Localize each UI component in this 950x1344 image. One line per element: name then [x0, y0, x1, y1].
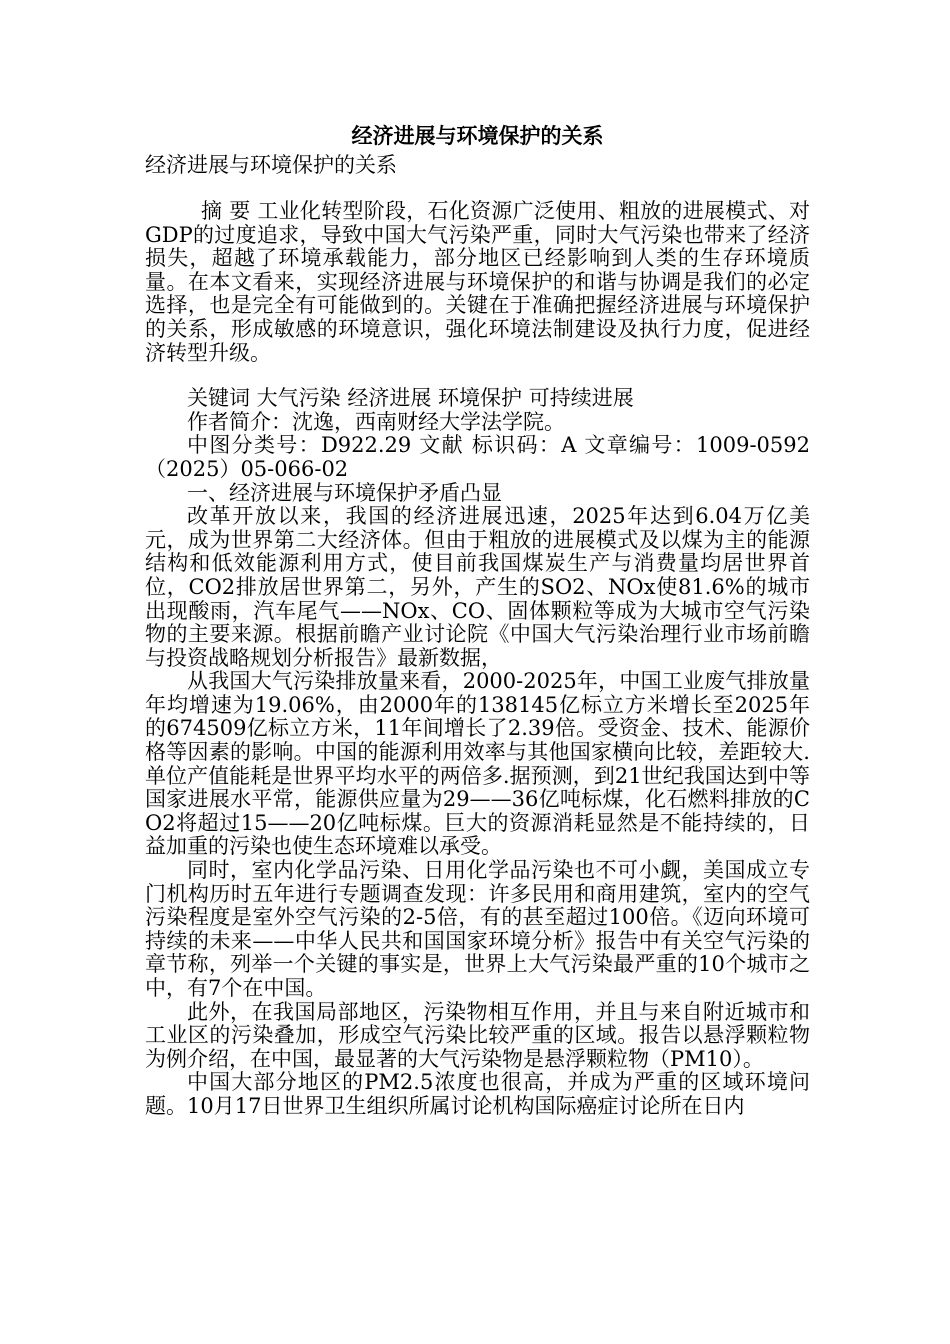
- document-title: 经济进展与环境保护的关系: [351, 123, 604, 148]
- body-paragraph: 同时，室内化学品污染、日用化学品污染也不可小觑，美国成立专门机构历时五年进行专题调查发现：许多民用和商用建筑，室内的空气污染程度是室外空气污染的2-5倍，有的甚至超过100倍。《迈向环境可持续的未来——中华人民共和国国家环境分析》报告中有关空气污染的章节称，列举一个关键的事实是，世界上大气污染最严重的10个城市之中，有7个在中国。: [145, 858, 810, 1000]
- section-heading: 一、经济进展与环境保护矛盾凸显: [187, 480, 502, 505]
- spacer: [145, 178, 810, 200]
- spacer: [145, 365, 810, 387]
- body-paragraph: 中国大部分地区的PM2.5浓度也很高，并成为严重的区域环境问题。10月17日世界卫生组织所属讨论机构国际癌症讨论所在日内: [145, 1070, 810, 1118]
- author-line: 作者简介：沈逸，西南财经大学法学院。: [187, 409, 565, 434]
- keywords-line: 关键词 大气污染 经济进展 环境保护 可持续进展: [187, 386, 634, 411]
- body-paragraph: 从我国大气污染排放量来看，2000-2025年，中国工业废气排放量年均增速为19.06%，由2000年的138145亿标立方米增长至2025年的674509亿标立方米，11年间增长了2.39倍。受资金、技术、能源价格等因素的影响。中国的能源利用效率与其他国家横向比较，差距较大.单位产值能耗是世界平均水平的两倍多.据预测，到21世纪我国达到中等国家进展水平常，能源供应量为29——36亿吨标煤，化石燃料排放的CO2将超过15——20亿吨标煤。巨大的资源消耗显然是不能持续的，日益加重的污染也使生态环境难以承受。: [145, 669, 810, 859]
- body-paragraph: 改革开放以来，我国的经济进展迅速，2025年达到6.04万亿美元，成为世界第二大经济体。但由于粗放的进展模式及以煤为主的能源结构和低效能源利用方式，使目前我国煤炭生产与消费量均居世界首位，CO2排放居世界第二，另外，产生的SO2、NOx使81.6%的城市出现酸雨，汽车尾气——NOx、CO、固体颗粒等成为大城市空气污染物的主要来源。根据前瞻产业讨论院《中国大气污染治理行业市场前瞻与投资战略规划分析报告》最新数据，: [145, 504, 810, 670]
- document-subtitle: 经济进展与环境保护的关系: [145, 153, 397, 177]
- abstract-paragraph: 摘 要 工业化转型阶段，石化资源广泛使用、粗放的进展模式、对GDP的过度追求，导致中国大气污染严重，同时大气污染也带来了经济损失，超越了环境承载能力，部分地区已经影响到人类的生存环境质量。在本文看来，实现经济进展与环境保护的和谐与协调是我们的必定选择，也是完全有可能做到的。关键在于准确把握经济进展与环境保护的关系，形成敏感的环境意识，强化环境法制建设及执行力度，促进经济转型升级。: [145, 199, 810, 365]
- classification-line: 中图分类号：D922.29 文献 标识码：A 文章编号：1009-0592（2025）05-066-02: [145, 433, 810, 481]
- body-paragraph: 此外，在我国局部地区，污染物相互作用，并且与来自附近城市和工业区的污染叠加，形成空气污染比较严重的区域。报告以悬浮颗粒物为例介绍，在中国，最显著的大气污染物是悬浮颗粒物（PM10）。: [145, 999, 810, 1071]
- document-page: [145, 120, 810, 1119]
